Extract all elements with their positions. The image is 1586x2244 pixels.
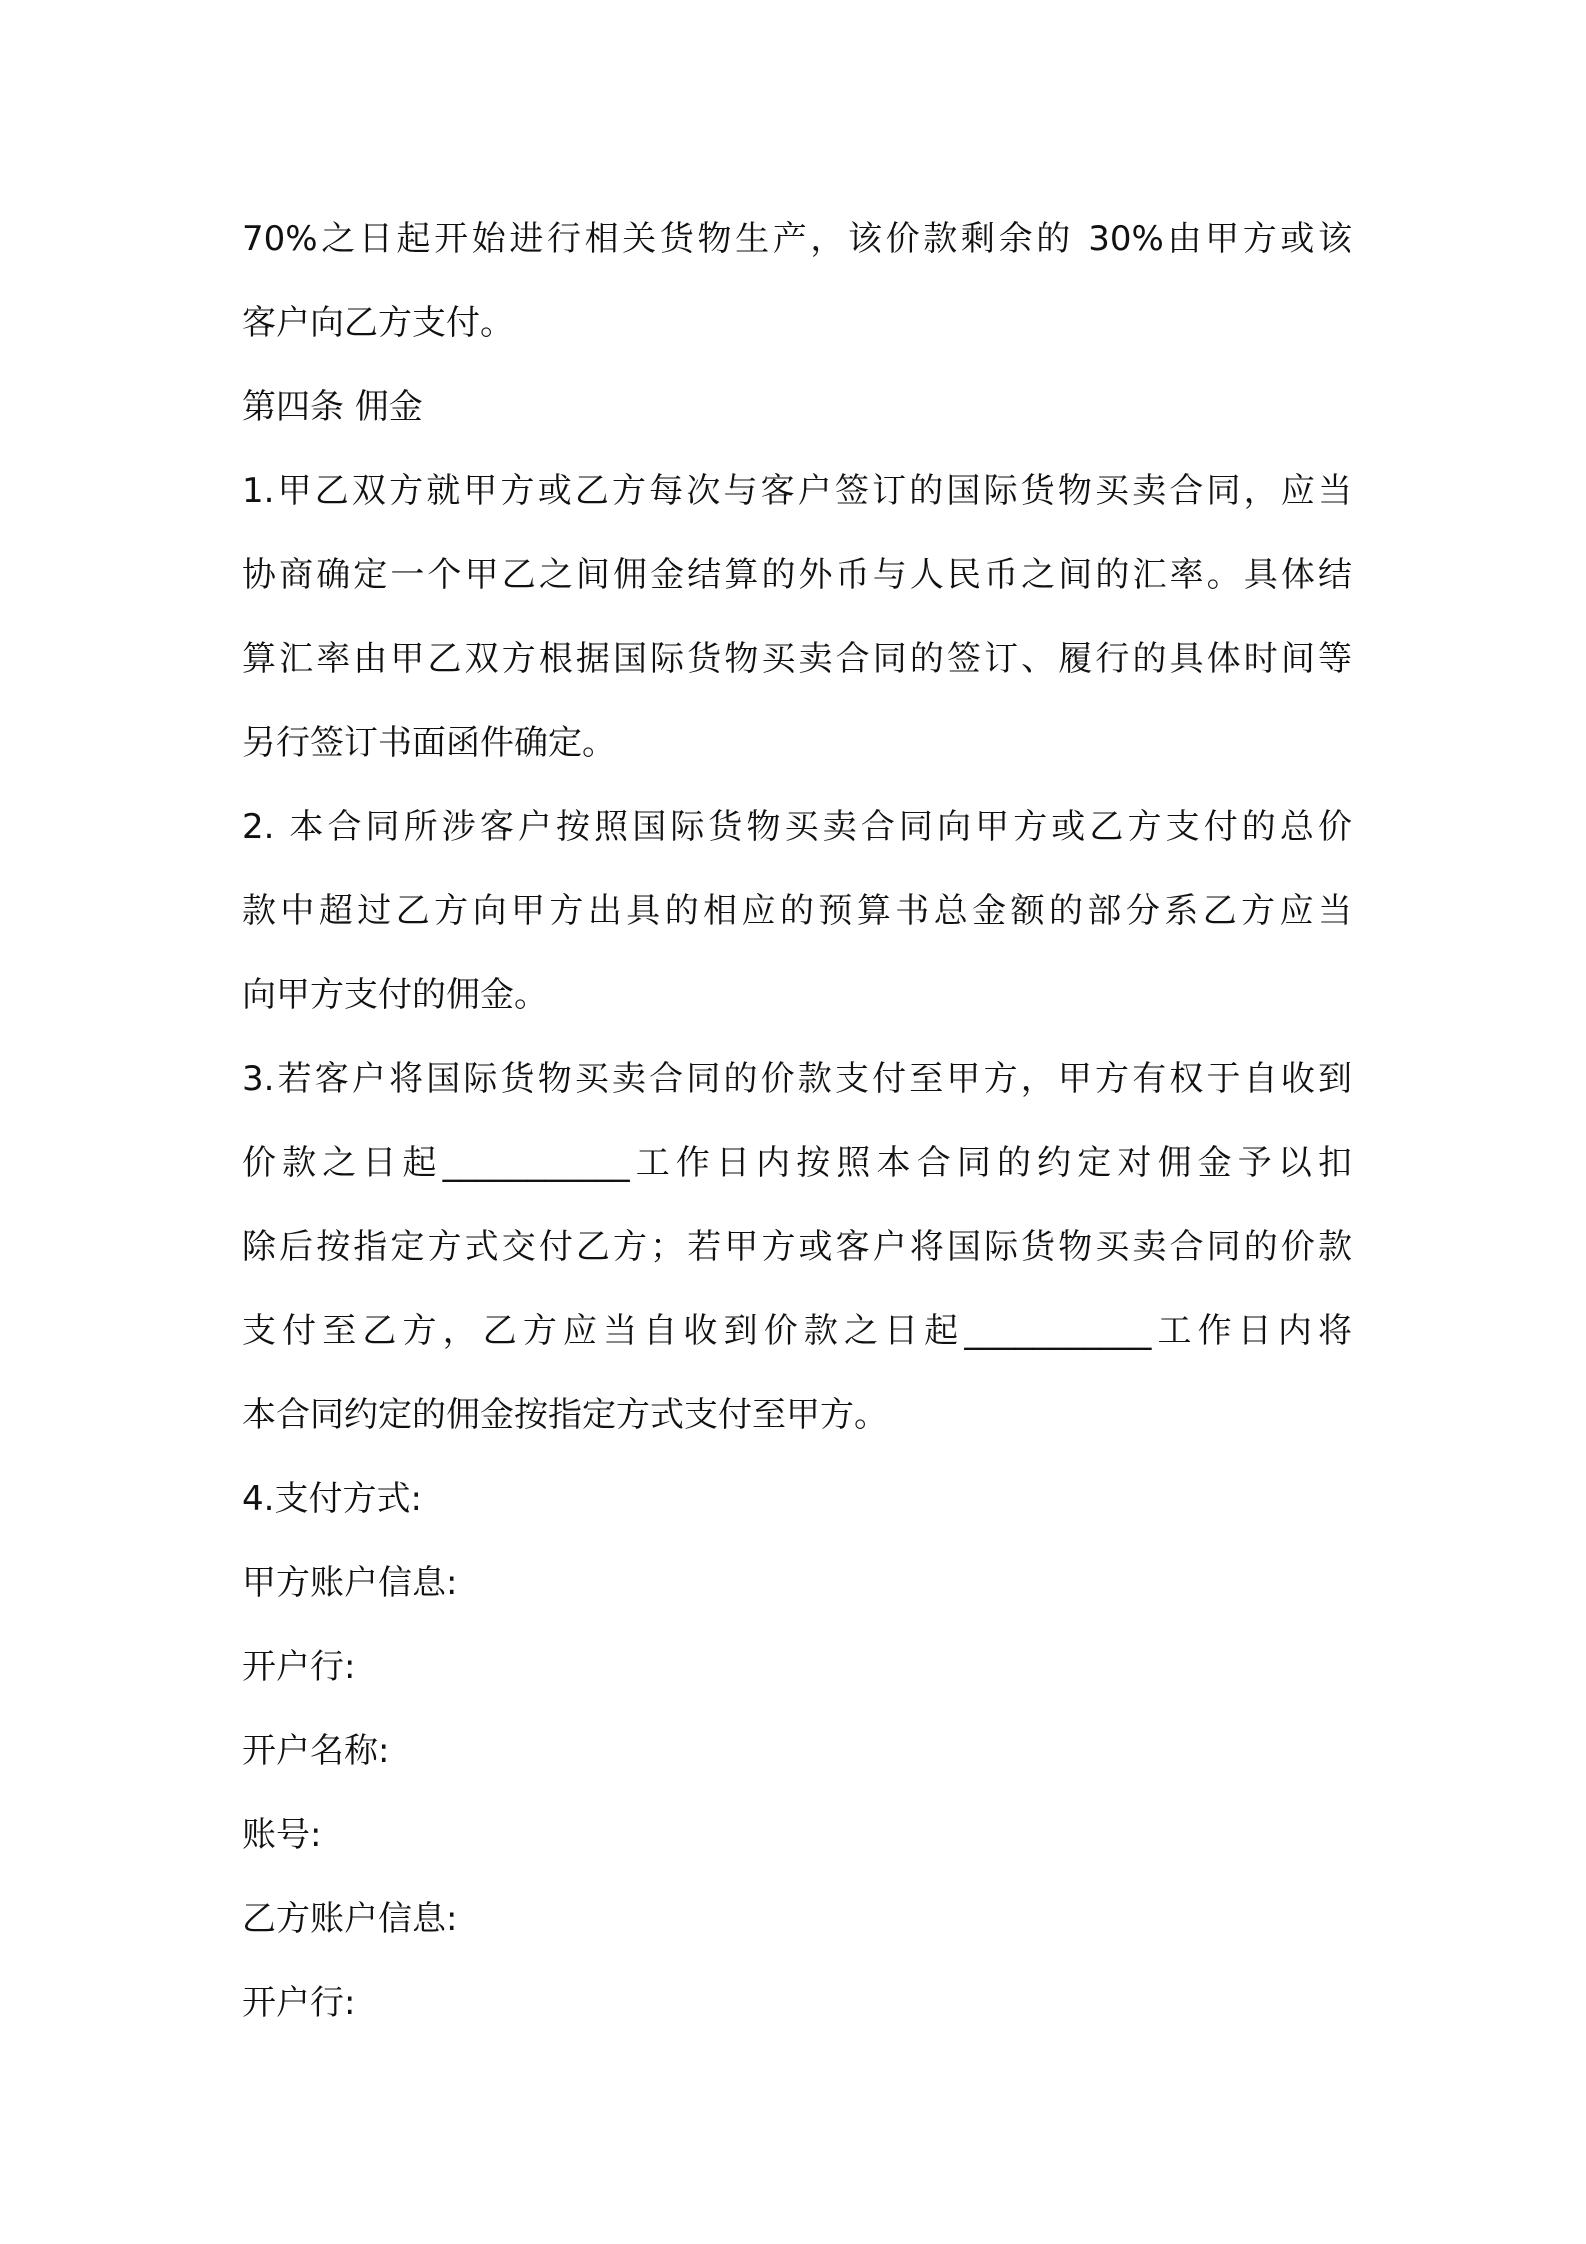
clause-1-line-2: 协商确定一个甲乙之间佣金结算的外币与人民币之间的汇率。具体结 [242,555,1352,595]
clause-3-line-1: 3.若客户将国际货物买卖合同的价款支付至甲方，甲方有权于自收到 [242,1059,1352,1099]
clause-3-line-5: 本合同约定的佣金按指定方式支付至甲方。 [242,1395,888,1435]
party-a-account-number: 账号: [242,1815,322,1855]
clause-2-line-1: 2. 本合同所涉客户按照国际货物买卖合同向甲方或乙方支付的总价 [242,807,1352,847]
party-b-bank: 开户行: [242,1983,356,2023]
clause-3-line-2: 价款之日起___________工作日内按照本合同的约定对佣金予以扣 [242,1143,1352,1183]
clause-3-line-3: 除后按指定方式交付乙方；若甲方或客户将国际货物买卖合同的价款 [242,1227,1352,1267]
article-4-heading: 第四条 佣金 [242,387,423,427]
party-a-account-info: 甲方账户信息: [242,1563,458,1603]
document-body [242,197,1352,2045]
party-a-account-name: 开户名称: [242,1731,390,1771]
text-line-1: 70%之日起开始进行相关货物生产，该价款剩余的 30%由甲方或该 [242,219,1352,259]
clause-1-line-1: 1.甲乙双方就甲方或乙方每次与客户签订的国际货物买卖合同，应当 [242,471,1352,511]
clause-2-line-3: 向甲方支付的佣金。 [242,975,548,1015]
payment-method-heading: 4.支付方式: [242,1479,422,1519]
clause-2-line-2: 款中超过乙方向甲方出具的相应的预算书总金额的部分系乙方应当 [242,891,1352,931]
party-a-bank: 开户行: [242,1647,356,1687]
clause-3-line-4: 支付至乙方，乙方应当自收到价款之日起___________工作日内将 [242,1311,1352,1351]
clause-1-line-4: 另行签订书面函件确定。 [242,723,616,763]
clause-1-line-3: 算汇率由甲乙双方根据国际货物买卖合同的签订、履行的具体时间等 [242,639,1352,679]
party-b-account-info: 乙方账户信息: [242,1899,458,1939]
text-line-2: 客户向乙方支付。 [242,303,514,343]
